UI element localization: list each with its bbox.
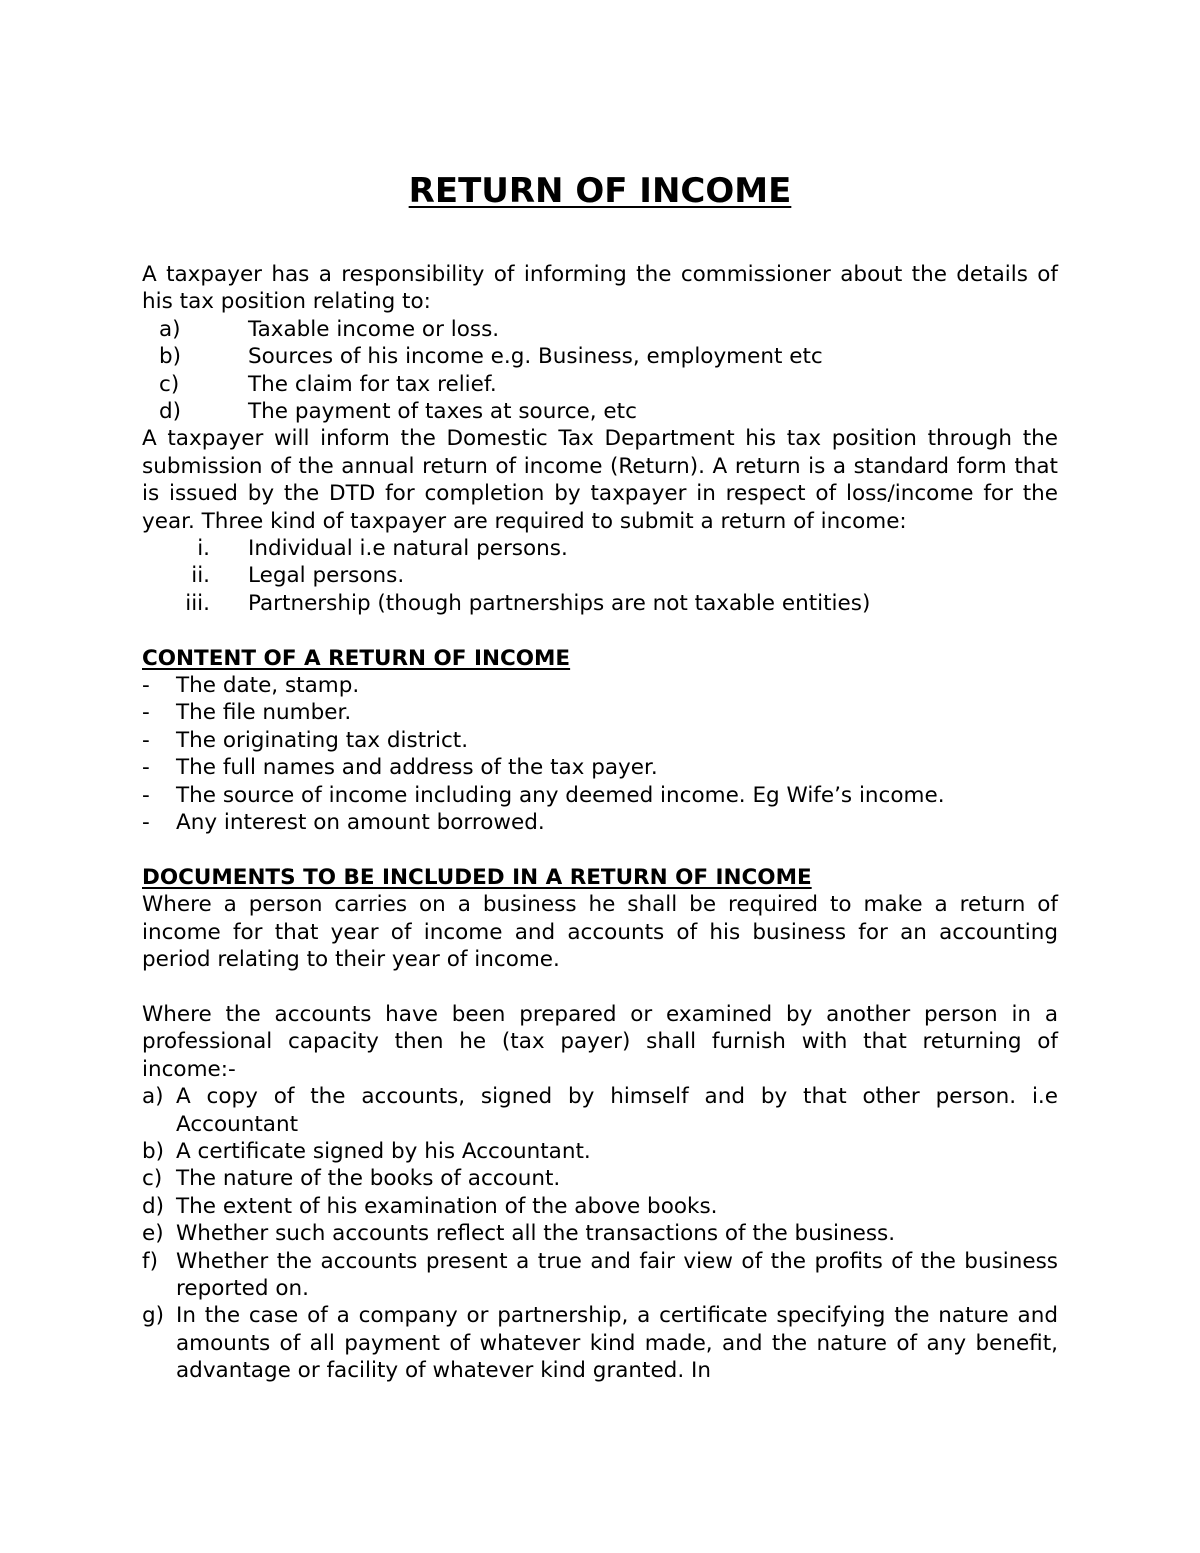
list-marker: - [142,782,150,808]
list-marker: b) [142,1138,165,1164]
list-marker: c) [159,371,180,397]
spacer [142,837,1058,864]
list-marker: i. [197,536,210,562]
documents-list [142,1083,1058,1384]
page-title-text: RETURN OF INCOME [408,171,792,211]
list-item-text: The payment of taxes at source, etc [248,399,637,425]
list-item [142,754,1058,781]
intro-paragraph: A taxpayer has a responsibility of informing the commissioner about the details of his tax position relating to: [142,262,1058,315]
list-marker: - [142,700,150,726]
documents-paragraph-2: Where the accounts have been prepared or examined by another person in a professional capacity then he (tax payer) shall furnish with that returning of income:- [142,1001,1058,1082]
list-marker: b) [159,344,182,370]
list-item [142,590,1058,617]
list-item-text: The originating tax district. [176,727,469,753]
list-item [142,1165,1058,1192]
list-item-text: In the case of a company or partnership, a certificate specifying the nature and amounts of all payment of whatever kind made, and the nature of any benefit, advantage or facility of whatever kind granted. In [176,1303,1058,1384]
list-item [142,371,1058,398]
list-item-text: The nature of the books of account. [176,1166,561,1192]
list-item [142,1083,1058,1138]
list-marker: d) [142,1193,165,1219]
list-item [142,398,1058,425]
taxpayer-kinds-list [142,535,1058,617]
document-body [142,261,1058,1385]
list-item-text: The full names and address of the tax payer. [176,755,658,781]
list-marker: c) [142,1166,163,1192]
list-item-text: A certificate signed by his Accountant. [176,1138,591,1164]
list-marker: f) [142,1248,158,1274]
submission-paragraph: A taxpayer will inform the Domestic Tax Department his tax position through the submission of the annual return of income (Return). A return is a standard form that is issued by the DTD for completion by taxpayer in respect of loss/income for the year. Three kind of taxpayer are required to submit a return of income: [142,426,1058,534]
list-item [142,1138,1058,1165]
list-item [142,727,1058,754]
list-item-text: Sources of his income e.g. Business, employment etc [248,344,823,370]
list-marker: - [142,727,150,753]
list-item-text: Individual i.e natural persons. [248,536,568,562]
list-item-text: Legal persons. [248,563,405,589]
list-item [142,699,1058,726]
spacer [142,617,1058,644]
list-marker: a) [142,1084,164,1110]
page-title [142,170,1058,212]
list-item-text: The claim for tax relief. [248,371,497,397]
list-item [142,535,1058,562]
list-item [142,316,1058,343]
list-item [142,562,1058,589]
list-marker: a) [159,316,181,342]
list-item-text: A copy of the accounts, signed by himself and by that other person. i.e Accountant [176,1084,1058,1137]
list-item-text: Taxable income or loss. [248,316,500,342]
content-list [142,672,1058,836]
list-marker: - [142,810,150,836]
spacer [142,974,1058,1001]
list-marker: - [142,673,150,699]
list-item-text: Whether the accounts present a true and fair view of the profits of the business reported on. [176,1248,1058,1301]
list-item-text: Any interest on amount borrowed. [176,810,545,836]
list-item [142,1220,1058,1247]
list-marker: iii. [185,590,210,616]
list-item [142,782,1058,809]
list-item [142,809,1058,836]
list-marker: g) [142,1303,165,1329]
list-item-text: The date, stamp. [176,673,360,699]
content-heading: CONTENT OF A RETURN OF INCOME [142,645,571,671]
list-item [142,1302,1058,1384]
list-item-text: The file number. [176,700,352,726]
list-marker: ii. [191,563,210,589]
list-marker: d) [159,399,182,425]
list-item [142,672,1058,699]
list-marker: - [142,755,150,781]
list-item-text: The source of income including any deemed income. Eg Wife’s income. [176,782,945,808]
list-item-text: Whether such accounts reflect all the transactions of the business. [176,1221,896,1247]
list-item [142,1248,1058,1303]
list-item-text: The extent of his examination of the above books. [176,1193,718,1219]
documents-heading: DOCUMENTS TO BE INCLUDED IN A RETURN OF INCOME [142,864,812,890]
list-item [142,1193,1058,1220]
list-item [142,343,1058,370]
list-marker: e) [142,1221,164,1247]
documents-paragraph-1: Where a person carries on a business he shall be required to make a return of income for that year of income and accounts of his business for an accounting period relating to their year of income. [142,892,1058,973]
tax-position-list [142,316,1058,426]
list-item-text: Partnership (though partnerships are not taxable entities) [248,590,871,616]
